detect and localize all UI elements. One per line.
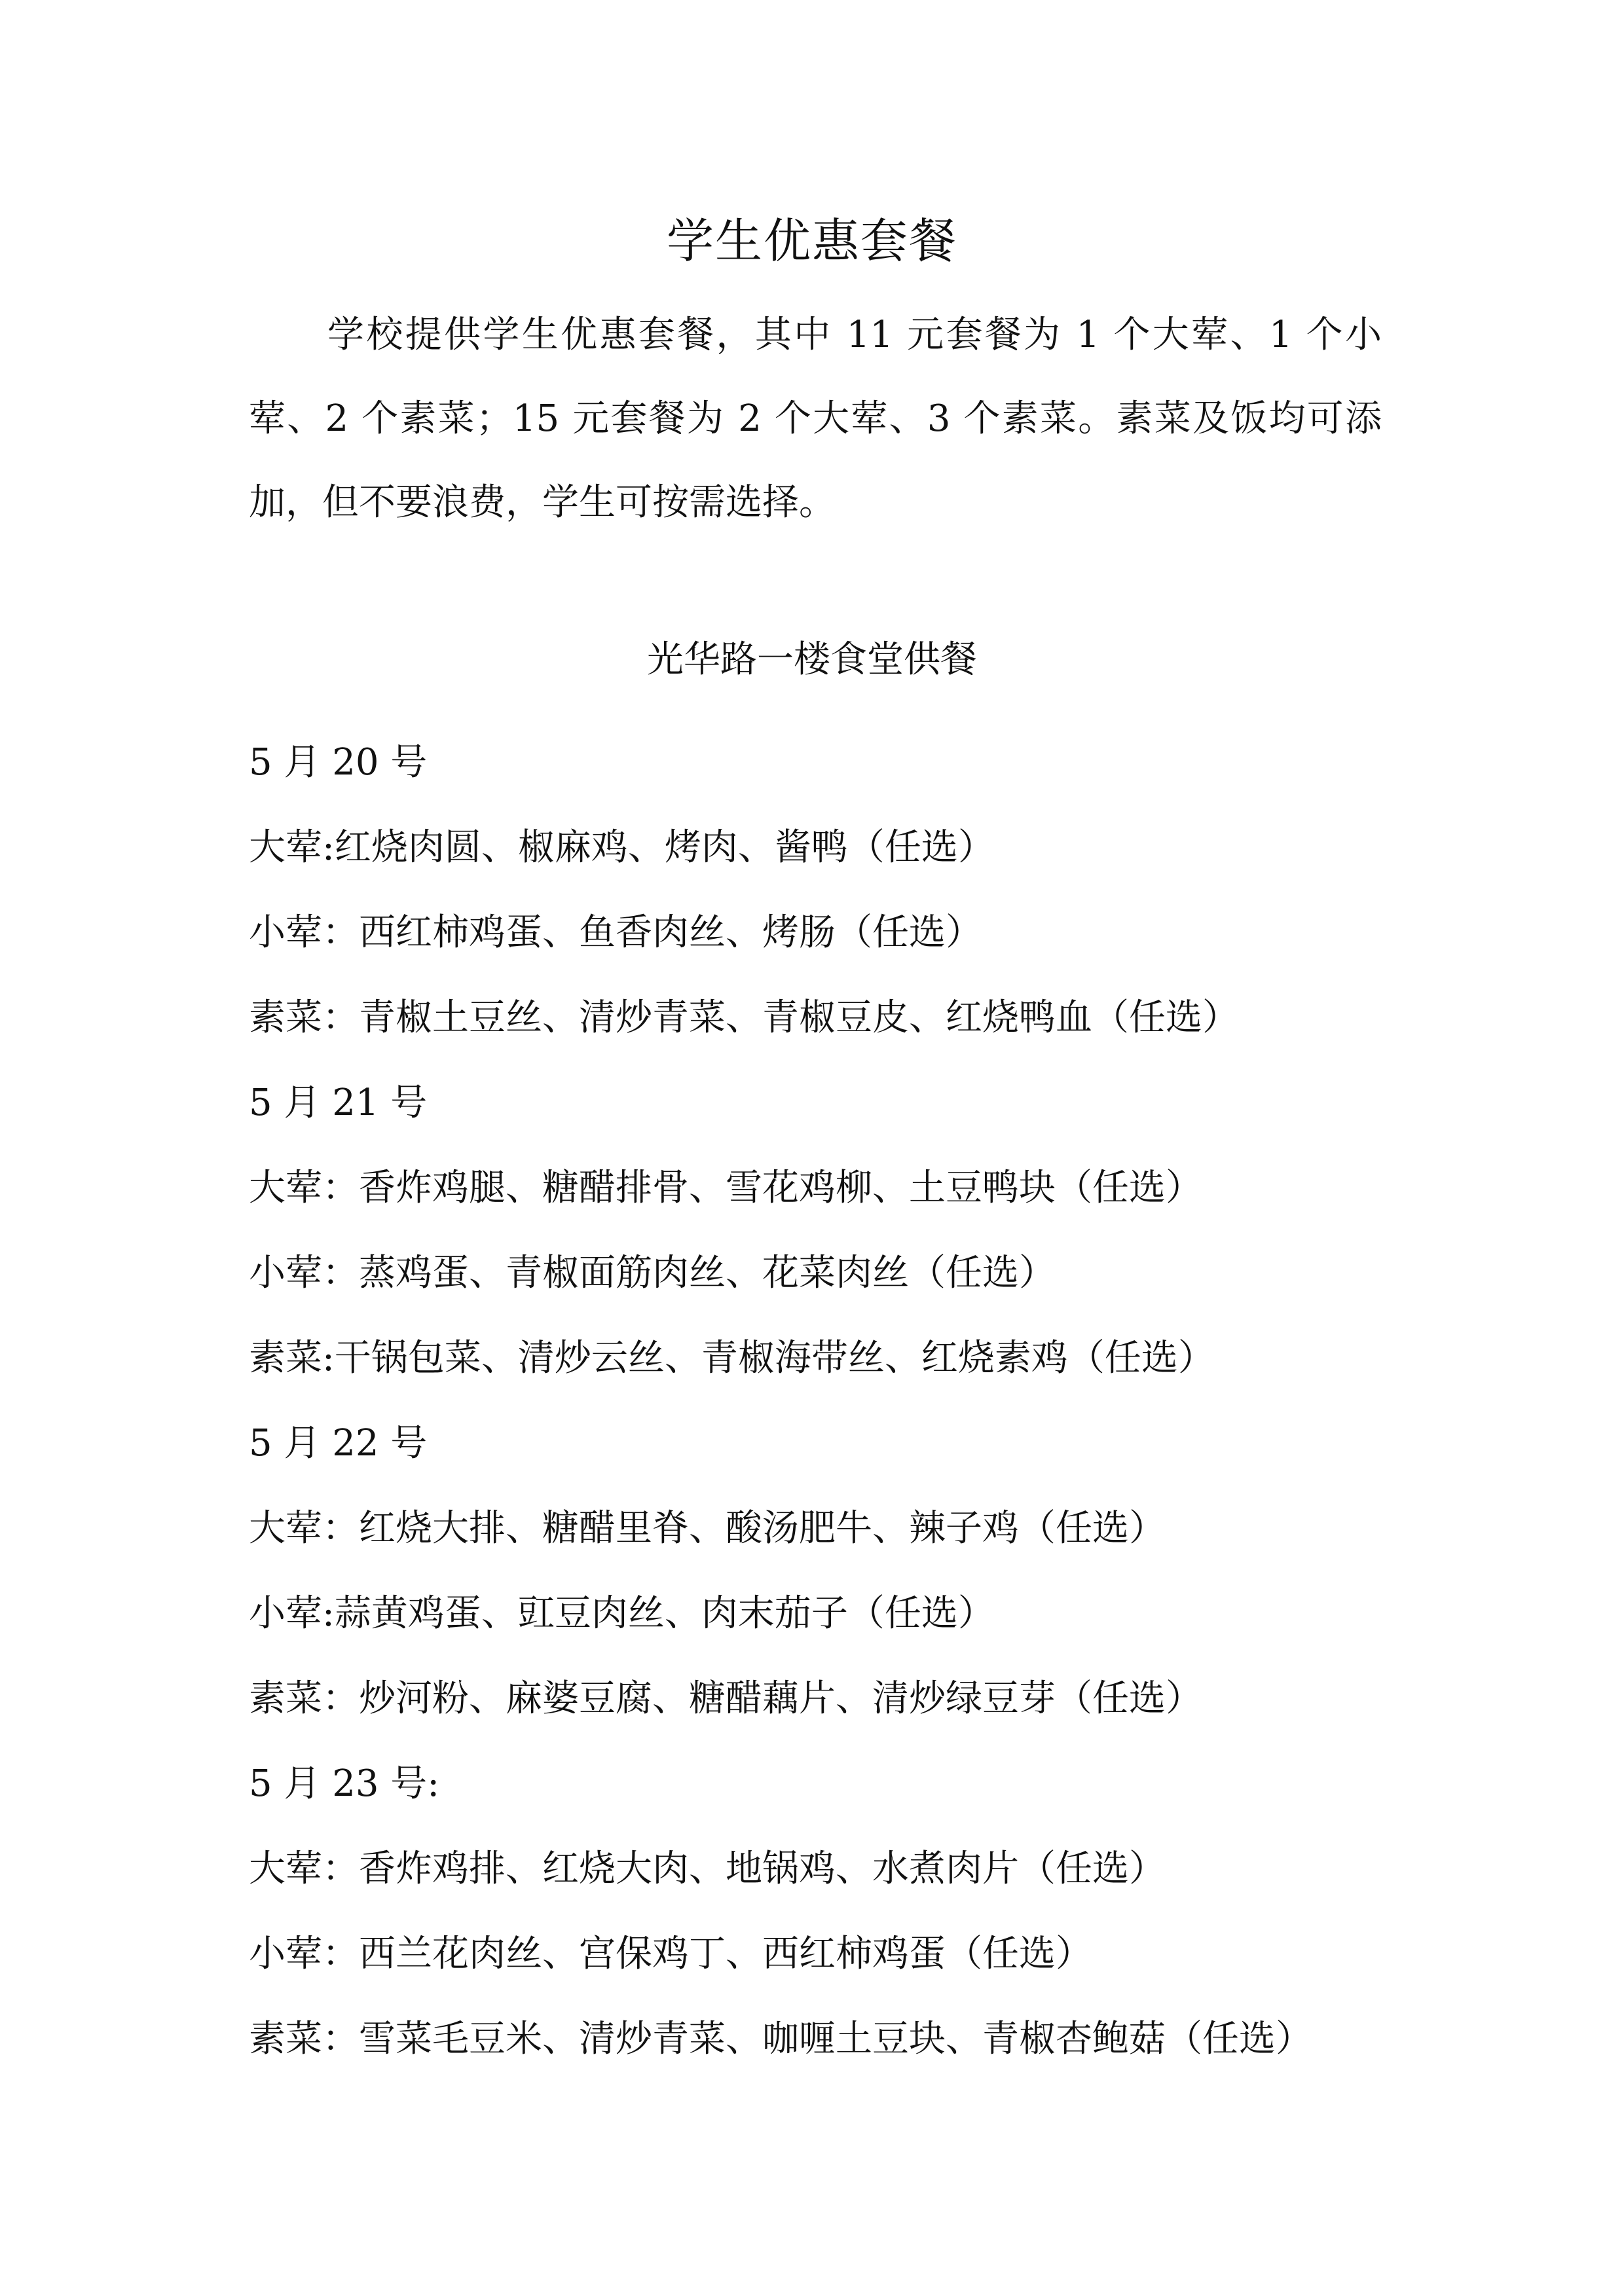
day-date: 5 月 20 号 <box>249 741 428 784</box>
small-meat-line: 小荤：蒸鸡蛋、青椒面筋肉丝、花菜肉丝（任选） <box>249 1252 1056 1294</box>
vegetable-line: 素菜:干锅包菜、清炒云丝、青椒海带丝、红烧素鸡（任选） <box>249 1337 1215 1379</box>
vegetable-line: 素菜：炒河粉、麻婆豆腐、糖醋藕片、清炒绿豆芽（任选） <box>249 1677 1202 1720</box>
small-meat-line: 小荤：西红柿鸡蛋、鱼香肉丝、烤肠（任选） <box>249 911 982 954</box>
big-meat-line: 大荤：香炸鸡腿、糖醋排骨、雪花鸡柳、土豆鸭块（任选） <box>249 1167 1202 1209</box>
day-block-0521 <box>249 1061 1401 1401</box>
day-date: 5 月 21 号 <box>249 1082 428 1124</box>
vegetable-line: 素菜：雪菜毛豆米、清炒青菜、咖喱土豆块、青椒杏鲍菇（任选） <box>249 2018 1312 2060</box>
small-meat-line: 小荤:蒜黄鸡蛋、豇豆肉丝、肉末茄子（任选） <box>249 1592 995 1635</box>
big-meat-line: 大荤：红烧大排、糖醋里脊、酸汤肥牛、辣子鸡（任选） <box>249 1507 1166 1550</box>
day-date: 5 月 22 号 <box>249 1422 428 1465</box>
intro-paragraph: 学校提供学生优惠套餐，其中 11 元套餐为 1 个大荤、1 个小荤、2 个素菜；15 元套餐为 2 个大荤、3 个素菜。素菜及饭均可添加，但不要浪费，学生可按需选择。 <box>249 314 1382 524</box>
small-meat-line: 小荤：西兰花肉丝、宫保鸡丁、西红柿鸡蛋（任选） <box>249 1933 1092 1975</box>
section-title: 光华路一楼食堂供餐 <box>647 638 977 681</box>
menu-list <box>249 720 1401 2082</box>
day-date: 5 月 23 号: <box>249 1762 440 1805</box>
day-block-0520 <box>249 720 1401 1061</box>
big-meat-line: 大荤:红烧肉圆、椒麻鸡、烤肉、酱鸭（任选） <box>249 826 995 869</box>
big-meat-line: 大荤：香炸鸡排、红烧大肉、地锅鸡、水煮肉片（任选） <box>249 1848 1166 1890</box>
day-block-0523 <box>249 1741 1401 2082</box>
document-title: 学生优惠套餐 <box>666 213 957 268</box>
day-block-0522 <box>249 1401 1401 1741</box>
vegetable-line: 素菜：青椒土豆丝、清炒青菜、青椒豆皮、红烧鸭血（任选） <box>249 996 1239 1039</box>
